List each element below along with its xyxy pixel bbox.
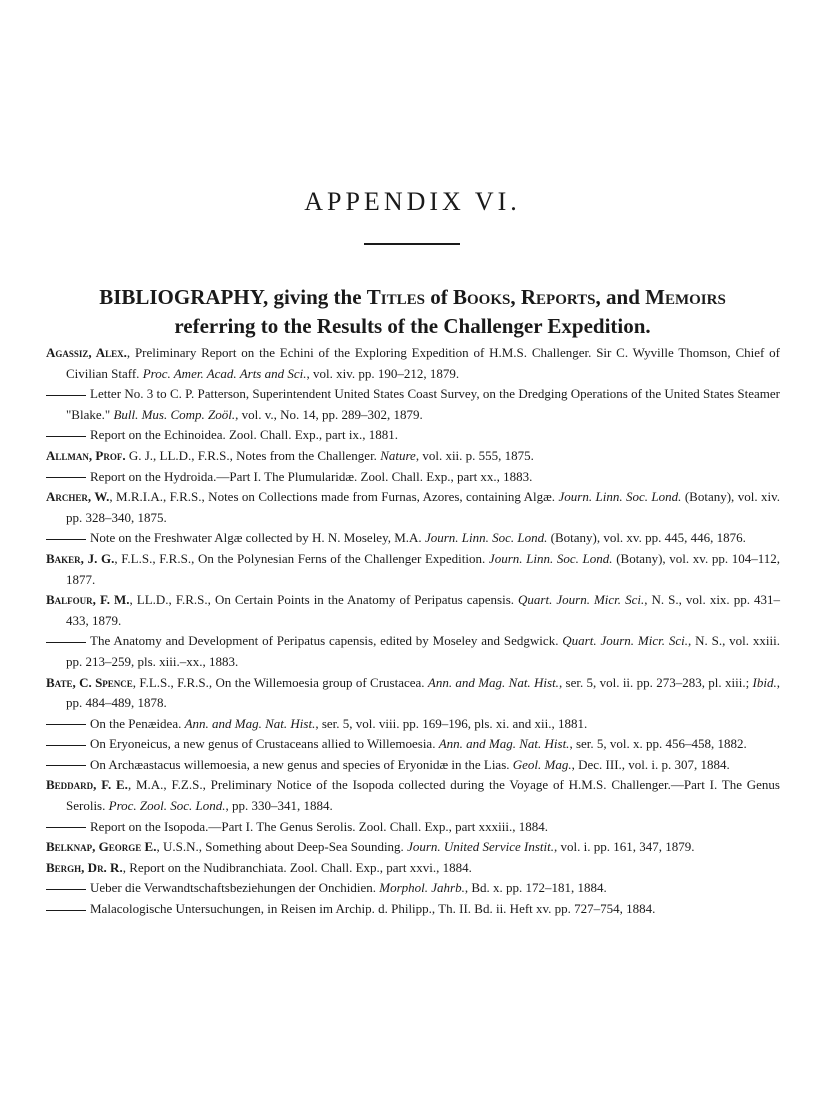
- entry-text: , M.A., F.Z.S., Preliminary Notice of the Isopoda collected during the Voyage of H.M.S. Challenger.—Part I. The Genus Serolis.: [66, 777, 780, 814]
- bibliography-entry: [46, 837, 780, 858]
- entry-author: Balfour, F. M.: [46, 592, 130, 608]
- bibliography-entry: [46, 775, 780, 816]
- bibliography-entry: [46, 425, 780, 446]
- entry-citation: , ser. 5, vol. ii. pp. 273–283, pl. xiii.;: [558, 674, 753, 690]
- entry-citation: , vol. i. pp. 161, 347, 1879.: [554, 839, 695, 855]
- entry-citation: , N. S., vol. xix. pp. 431–433, 1879.: [66, 592, 780, 628]
- subtitle-titles: Titles: [366, 285, 425, 309]
- ditto-dash: [46, 539, 86, 540]
- entry-citation: , vol. xiv. pp. 190–212, 1879.: [306, 365, 460, 381]
- entry-citation: , pp. 330–341, 1884.: [225, 798, 333, 814]
- entry-citation: (Botany), vol. xiv. pp. 328–340, 1875.: [66, 489, 781, 525]
- entry-text: , U.S.N., Something about Deep-Sea Sounding.: [156, 839, 408, 855]
- entry-journal: Quart. Journ. Micr. Sci.: [562, 633, 688, 649]
- ditto-dash: [46, 436, 86, 437]
- entry-citation-2: , pp. 484–489, 1878.: [66, 674, 780, 711]
- entry-author: Bate, C. Spence: [46, 674, 133, 690]
- bibliography-entry: [46, 343, 780, 384]
- bibliography-entry: [46, 631, 780, 672]
- entry-author: Archer, W.: [46, 489, 110, 505]
- entry-author: Bergh, Dr. R.: [46, 859, 123, 875]
- ditto-dash: [46, 642, 86, 643]
- bibliography-entry: [46, 858, 780, 879]
- entry-text: , Preliminary Report on the Echini of the Exploring Expedition of H.M.S. Challenger. Sir C. Wyville Thomson, Chief of Civilian Staff.: [66, 345, 780, 381]
- subtitle-and: , and: [595, 285, 646, 309]
- bibliography-entry: [46, 734, 780, 755]
- entry-text: Note on the Freshwater Algæ collected by H. N. Moseley, M.A.: [90, 530, 425, 546]
- entry-citation: , Dec. III., vol. i. p. 307, 1884.: [571, 756, 730, 772]
- entry-journal: Ann. and Mag. Nat. Hist.: [427, 674, 559, 690]
- subtitle-text: BIBLIOGRAPHY, giving the: [99, 285, 367, 309]
- bibliography-entry: [46, 384, 780, 425]
- entry-journal: Ann. and Mag. Nat. Hist.: [184, 715, 316, 731]
- entry-text: Ueber die Verwandtschaftsbeziehungen der Onchidien.: [90, 880, 380, 896]
- entry-citation: , ser. 5, vol. viii. pp. 169–196, pls. xi. and xii., 1881.: [315, 715, 588, 731]
- entry-journal: Morphol. Jahrb.: [379, 880, 465, 896]
- entry-text: Report on the Hydroida.—Part I. The Plumularidæ. Zool. Chall. Exp., part xx., 1883.: [90, 468, 533, 484]
- entry-citation: , ser. 5, vol. x. pp. 456–458, 1882.: [569, 736, 747, 752]
- ditto-dash: [46, 910, 86, 911]
- entry-text: , F.L.S., F.R.S., On the Willemoesia group of Crustacea.: [132, 674, 428, 690]
- entry-journal: Geol. Mag.: [512, 756, 572, 772]
- entry-author: Beddard, F. E.: [46, 777, 128, 793]
- bibliography-entry: [46, 714, 780, 735]
- bibliography-entry: [46, 590, 780, 631]
- bibliography-entry: [46, 755, 780, 776]
- entry-text: , F.L.S., F.R.S., On the Polynesian Ferns of the Challenger Expedition.: [114, 550, 489, 566]
- subtitle-of: of: [425, 285, 453, 309]
- entry-citation: (Botany), vol. xv. pp. 445, 446, 1876.: [547, 530, 746, 546]
- bibliography-entry: [46, 549, 780, 590]
- entry-journal: Journ. Linn. Soc. Lond.: [558, 489, 682, 505]
- ditto-dash: [46, 889, 86, 890]
- ditto-dash: [46, 724, 86, 725]
- bibliography-entry: [46, 467, 780, 488]
- entry-text: Letter No. 3 to C. P. Patterson, Superintendent United States Coast Survey, on the Dredging Operations of the United States Steamer "Blake.": [66, 386, 780, 422]
- entry-journal: Journ. Linn. Soc. Lond.: [488, 550, 613, 566]
- ditto-dash: [46, 395, 86, 396]
- entry-journal-2: Ibid.: [752, 674, 777, 690]
- entry-text: Report on the Echinoidea. Zool. Chall. Exp., part ix., 1881.: [90, 427, 398, 443]
- bibliography-entry: [46, 673, 780, 714]
- ditto-dash: [46, 745, 86, 746]
- entry-citation: , vol. xii. p. 555, 1875.: [415, 447, 534, 463]
- entry-author: Baker, J. G.: [46, 550, 115, 566]
- bibliography-entry: [46, 528, 780, 549]
- ditto-dash: [46, 765, 86, 766]
- bibliography-list: [46, 343, 780, 920]
- entry-author: Allman, Prof.: [46, 447, 126, 463]
- heading-rule: [364, 243, 460, 245]
- bibliography-entry: [46, 878, 780, 899]
- bibliography-subtitle: [40, 283, 785, 341]
- ditto-dash: [46, 477, 86, 478]
- subtitle-books: Books: [453, 285, 511, 309]
- entry-text: Report on the Isopoda.—Part I. The Genus Serolis. Zool. Chall. Exp., part xxxiii., 1884.: [90, 818, 548, 834]
- entry-journal: Bull. Mus. Comp. Zoöl.: [113, 406, 236, 422]
- appendix-heading: APPENDIX VI.: [304, 187, 521, 217]
- entry-citation: , vol. v., No. 14, pp. 289–302, 1879.: [235, 406, 423, 422]
- entry-text: , M.R.I.A., F.R.S., Notes on Collections made from Furnas, Azores, containing Algæ.: [109, 489, 559, 505]
- entry-text: On Archæastacus willemoesia, a new genus and species of Eryonidæ in the Lias.: [90, 756, 513, 772]
- subtitle-line-2: referring to the Results of the Challenger Expedition.: [174, 314, 651, 338]
- ditto-dash: [46, 827, 86, 828]
- entry-text: Malacologische Untersuchungen, in Reisen im Archip. d. Philipp., Th. II. Bd. ii. Heft xv. pp. 727–754, 1884.: [90, 901, 656, 917]
- entry-journal: Proc. Zool. Soc. Lond.: [108, 798, 226, 814]
- entry-text: The Anatomy and Development of Peripatus capensis, edited by Moseley and Sedgwick.: [90, 633, 563, 649]
- entry-text: , LL.D., F.R.S., On Certain Points in the Anatomy of Peripatus capensis.: [129, 592, 519, 608]
- entry-text: , Report on the Nudibranchiata. Zool. Chall. Exp., part xxvi., 1884.: [122, 859, 472, 875]
- subtitle-reports: Reports: [520, 285, 596, 309]
- subtitle-line-1: [40, 283, 785, 312]
- bibliography-entry: [46, 446, 780, 467]
- entry-citation: (Botany), vol. xv. pp. 104–112, 1877.: [66, 550, 781, 587]
- entry-journal: Proc. Amer. Acad. Arts and Sci.: [142, 365, 307, 381]
- entry-journal: Ann. and Mag. Nat. Hist.: [438, 736, 570, 752]
- bibliography-entry: [46, 487, 780, 528]
- entry-text: On Eryoneicus, a new genus of Crustaceans allied to Willemoesia.: [90, 736, 439, 752]
- entry-author: Belknap, George E.: [46, 839, 157, 855]
- entry-citation: , Bd. x. pp. 172–181, 1884.: [464, 880, 607, 896]
- entry-text: G. J., LL.D., F.R.S., Notes from the Challenger.: [125, 447, 381, 463]
- entry-journal: Journ. Linn. Soc. Lond.: [424, 530, 548, 546]
- bibliography-entry: [46, 817, 780, 838]
- entry-text: On the Penæidea.: [90, 715, 185, 731]
- subtitle-comma: ,: [510, 285, 521, 309]
- entry-journal: Journ. United Service Instit.: [407, 839, 554, 855]
- subtitle-memoirs: Memoirs: [645, 285, 726, 309]
- entry-journal: Nature: [380, 447, 416, 463]
- entry-journal: Quart. Journ. Micr. Sci.: [518, 592, 645, 608]
- entry-author: Agassiz, Alex.: [46, 345, 127, 360]
- bibliography-entry: [46, 899, 780, 920]
- entry-citation: , N. S., vol. xxiii. pp. 213–259, pls. xiii.–xx., 1883.: [66, 633, 780, 669]
